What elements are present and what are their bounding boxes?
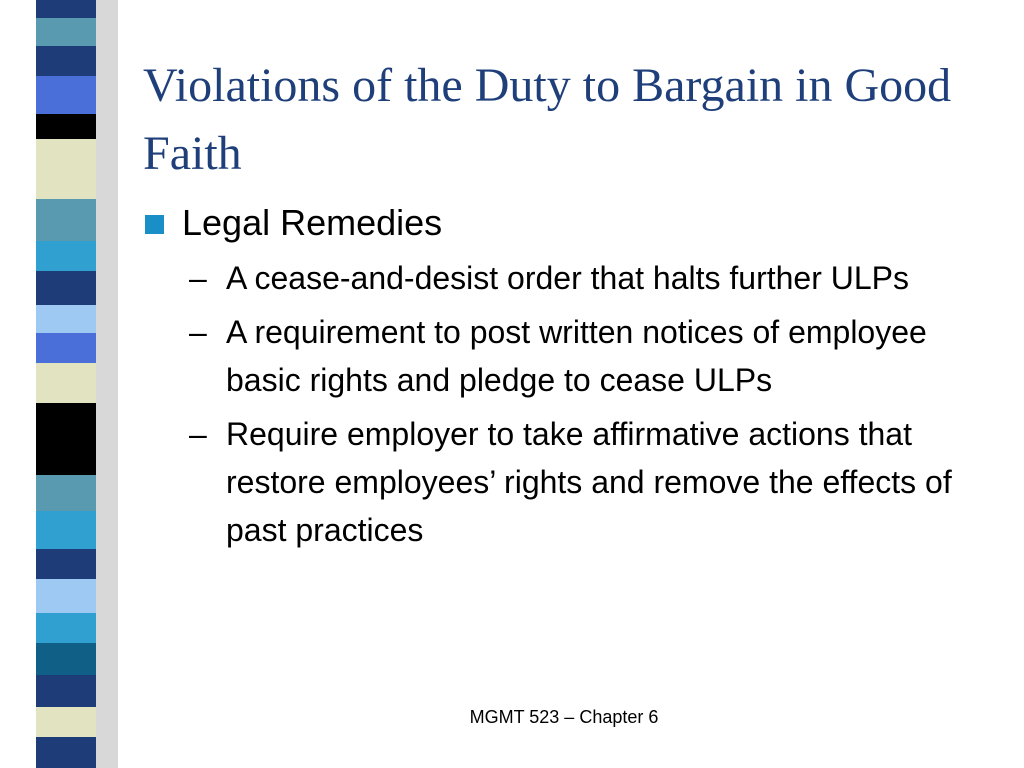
stripe-segment <box>36 333 96 363</box>
bullet-list <box>143 198 1003 560</box>
stripe-segment <box>36 613 96 643</box>
bullet-item <box>143 198 1003 248</box>
sub-item-text: A cease-and-desist order that halts further ULPs <box>226 260 910 296</box>
stripe-segment <box>36 241 96 271</box>
stripe-segment <box>36 403 96 437</box>
stripe-segment <box>36 675 96 707</box>
dash-marker: – <box>189 314 207 350</box>
stripe-segment <box>36 18 96 46</box>
sub-item <box>189 308 1003 404</box>
slide-footer: MGMT 523 – Chapter 6 <box>469 707 659 727</box>
stripe-segment <box>36 114 96 139</box>
bullet-label: Legal Remedies <box>182 202 443 243</box>
sub-item <box>189 254 1003 302</box>
stripe-segment <box>36 0 96 18</box>
stripe-segment <box>36 549 96 579</box>
sub-item-text: Require employer to take affirmative actions that restore employees’ rights and remove the effects of past practices <box>226 416 952 548</box>
dash-marker: – <box>189 260 207 296</box>
stripe-segment <box>36 475 96 511</box>
stripe-segment <box>36 271 96 305</box>
stripe-segment <box>36 511 96 549</box>
sub-list <box>143 254 1003 554</box>
stripe-segment <box>36 643 96 675</box>
stripe-segment <box>36 363 96 403</box>
stripe-segment <box>36 737 96 768</box>
stripe-segment <box>36 305 96 333</box>
stripe-segment <box>36 579 96 613</box>
dash-marker: – <box>189 416 207 452</box>
stripe-pattern <box>0 0 118 768</box>
stripe-segment <box>36 199 96 241</box>
stripe-segment <box>36 76 96 114</box>
stripe-segment <box>36 437 96 475</box>
slide-title: Violations of the Duty to Bargain in Good Faith <box>143 59 952 180</box>
stripe-segment <box>36 46 96 76</box>
sub-item <box>189 410 1003 554</box>
sub-item-text: A requirement to post written notices of employee basic rights and pledge to cease ULPs <box>226 314 927 398</box>
square-bullet-icon <box>145 215 164 234</box>
stripe-segment <box>36 139 96 169</box>
decorative-stripe-bar <box>0 0 118 768</box>
stripe-segment <box>36 169 96 199</box>
